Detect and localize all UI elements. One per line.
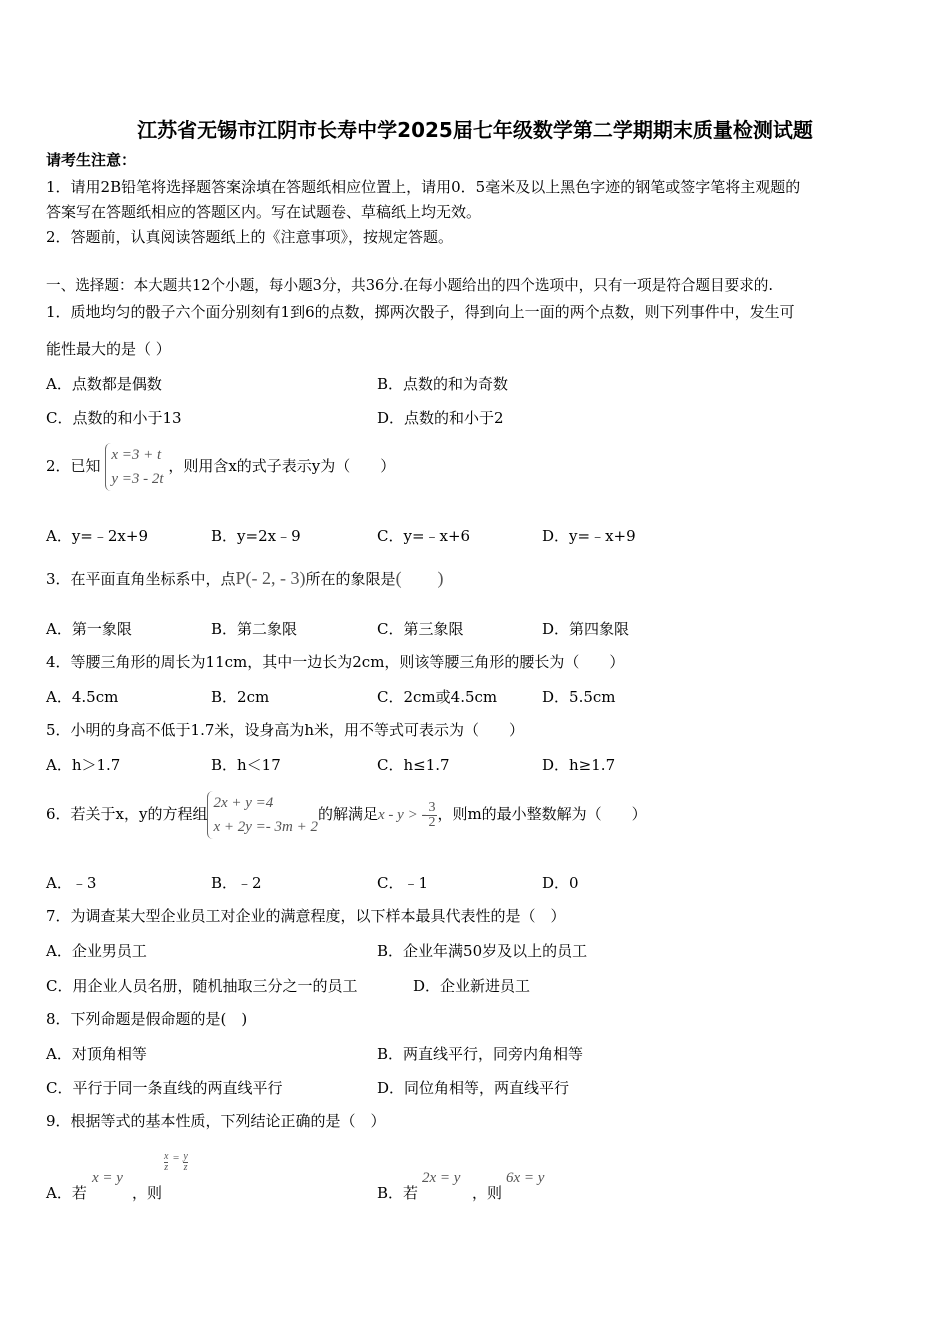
q2-eq2: y =3 - 2t — [111, 471, 164, 487]
q4-option-b: B．2cm — [211, 688, 270, 706]
q6-equation-system — [207, 791, 318, 839]
q6-suffix: ，则m的最小整数解为（ ） — [437, 805, 647, 823]
q9-b-math1: 2x = y — [422, 1170, 461, 1186]
q9-a-frac-left-num: x — [164, 1151, 169, 1162]
q7-option-d: D．企业新进员工 — [413, 977, 531, 995]
q5-option-c: C．h≤1.7 — [377, 756, 450, 774]
notice-heading: 请考生注意： — [46, 151, 137, 169]
q8-option-b: B．两直线平行，同旁内角相等 — [377, 1045, 584, 1063]
q3-option-a: A．第一象限 — [46, 620, 132, 638]
q9-a-prefix: A．若 — [46, 1184, 87, 1202]
q8-stem: 8．下列命题是假命题的是( ) — [46, 1010, 248, 1028]
q9-option-a — [46, 1182, 87, 1203]
q6-inequality: x - y > - — [378, 807, 427, 823]
q8-option-d: D．同位角相等，两直线平行 — [377, 1079, 570, 1097]
q3-point: P(- 2, - 3) — [235, 568, 306, 588]
q3-suffix: 所在的象限是 — [305, 570, 396, 588]
q7-option-c: C．用企业人员名册，随机抽取三分之一的员工 — [46, 977, 358, 995]
notice-line-1b: 答案写在答题纸相应的答题区内。写在试题卷、草稿纸上均无效。 — [46, 203, 482, 221]
q7-option-b: B．企业年满50岁及以上的员工 — [377, 942, 588, 960]
q9-a-frac-left-den: z — [164, 1162, 169, 1173]
q5-option-d: D．h≥1.7 — [542, 756, 616, 774]
q9-a-fraction-equation — [164, 1152, 188, 1173]
q6-option-c: C．﹣1 — [377, 874, 429, 892]
notice-line-1a: 1．请用2B铅笔将选择题答案涂填在答题纸相应位置上，请用0．5毫米及以上黑色字迹的钢笔或签字笔将主观题的 — [46, 178, 801, 196]
q9-option-b — [377, 1182, 418, 1203]
q2-option-b: B．y=2x﹣9 — [211, 527, 301, 545]
q2-equation-system — [105, 443, 163, 491]
q1-stem-a: 1．质地均匀的骰子六个面分别刻有1到6的点数，掷两次骰子，得到向上一面的两个点数，则下列事件中，发生可 — [46, 303, 795, 321]
q4-stem: 4．等腰三角形的周长为11cm，其中一边长为2cm，则该等腰三角形的腰长为（ ） — [46, 653, 625, 671]
q6-fraction — [426, 801, 437, 830]
q5-option-b: B．h＜17 — [211, 756, 281, 774]
q7-stem: 7．为调查某大型企业员工对企业的满意程度，以下样本最具代表性的是（ ） — [46, 907, 566, 925]
q3-paren: ( ) — [395, 568, 444, 588]
q3-stem — [46, 562, 444, 595]
q5-option-a: A．h＞1.7 — [46, 756, 121, 774]
q3-option-c: C．第三象限 — [377, 620, 464, 638]
q1-option-d: D．点数的和小于2 — [377, 409, 504, 427]
q1-option-b: B．点数的和为奇数 — [377, 375, 509, 393]
q6-fraction-num: 3 — [428, 799, 436, 815]
q9-b-math2: 6x = y — [506, 1170, 545, 1186]
q9-a-frac-right-den: z — [183, 1162, 188, 1173]
q6-eq1: 2x + y =4 — [213, 795, 274, 811]
q4-option-c: C．2cm或4.5cm — [377, 688, 498, 706]
q6-mid: 的解满足 — [318, 805, 379, 823]
q6-option-a: A．﹣3 — [46, 874, 97, 892]
q9-a-frac-right-num: y — [183, 1151, 188, 1162]
q8-option-a: A．对顶角相等 — [46, 1045, 147, 1063]
q2-prefix: 2．已知 — [46, 457, 101, 475]
q5-stem: 5．小明的身高不低于1.7米，设身高为h米，用不等式可表示为（ ） — [46, 721, 525, 739]
q2-option-c: C．y=﹣x+6 — [377, 527, 471, 545]
q3-option-b: B．第二象限 — [211, 620, 298, 638]
q2-suffix: ，则用含x的式子表示y为（ ） — [168, 457, 396, 475]
q1-stem-b: 能性最大的是（ ） — [46, 340, 171, 358]
q6-option-b: B．﹣2 — [211, 874, 262, 892]
q3-option-d: D．第四象限 — [542, 620, 630, 638]
notice-line-2: 2．答题前，认真阅读答题纸上的《注意事项》，按规定答题。 — [46, 228, 454, 246]
q4-option-d: D．5.5cm — [542, 688, 616, 706]
q6-prefix: 6．若关于x，y的方程组 — [46, 805, 208, 823]
page-title: 江苏省无锡市江阴市长寿中学2025届七年级数学第二学期期末质量检测试题 — [137, 118, 813, 142]
q4-option-a: A．4.5cm — [46, 688, 119, 706]
q6-fraction-den: 2 — [428, 814, 436, 830]
q9-a-mid: ，则 — [132, 1184, 163, 1202]
q9-a-frac-left — [164, 1152, 168, 1173]
q7-option-a: A．企业男员工 — [46, 942, 147, 960]
q9-b-prefix: B．若 — [377, 1184, 419, 1202]
q8-option-c: C．平行于同一条直线的两直线平行 — [46, 1079, 283, 1097]
q2-option-d: D．y=﹣x+9 — [542, 527, 636, 545]
section-heading: 一、选择题：本大题共12个小题，每小题3分，共36分.在每小题给出的四个选项中，只有一项是符合题目要求的. — [46, 277, 774, 294]
q9-a-frac-eq: = — [172, 1152, 180, 1164]
q1-option-a: A．点数都是偶数 — [46, 375, 162, 393]
q6-option-d: D．0 — [542, 874, 579, 892]
q2-stem — [46, 440, 395, 492]
q6-eq2: x + 2y =- 3m + 2 — [213, 819, 318, 835]
q6-stem — [46, 788, 647, 841]
q2-eq1: x =3 + t — [111, 447, 162, 463]
q9-a-frac-right — [183, 1152, 187, 1173]
q9-a-math: x = y — [92, 1170, 123, 1186]
q9-stem: 9．根据等式的基本性质，下列结论正确的是（ ） — [46, 1112, 386, 1130]
q3-prefix: 3．在平面直角坐标系中，点 — [46, 570, 236, 588]
q2-option-a: A．y=﹣2x+9 — [46, 527, 148, 545]
q1-option-c: C．点数的和小于13 — [46, 409, 182, 427]
q9-b-mid: ，则 — [472, 1184, 503, 1202]
